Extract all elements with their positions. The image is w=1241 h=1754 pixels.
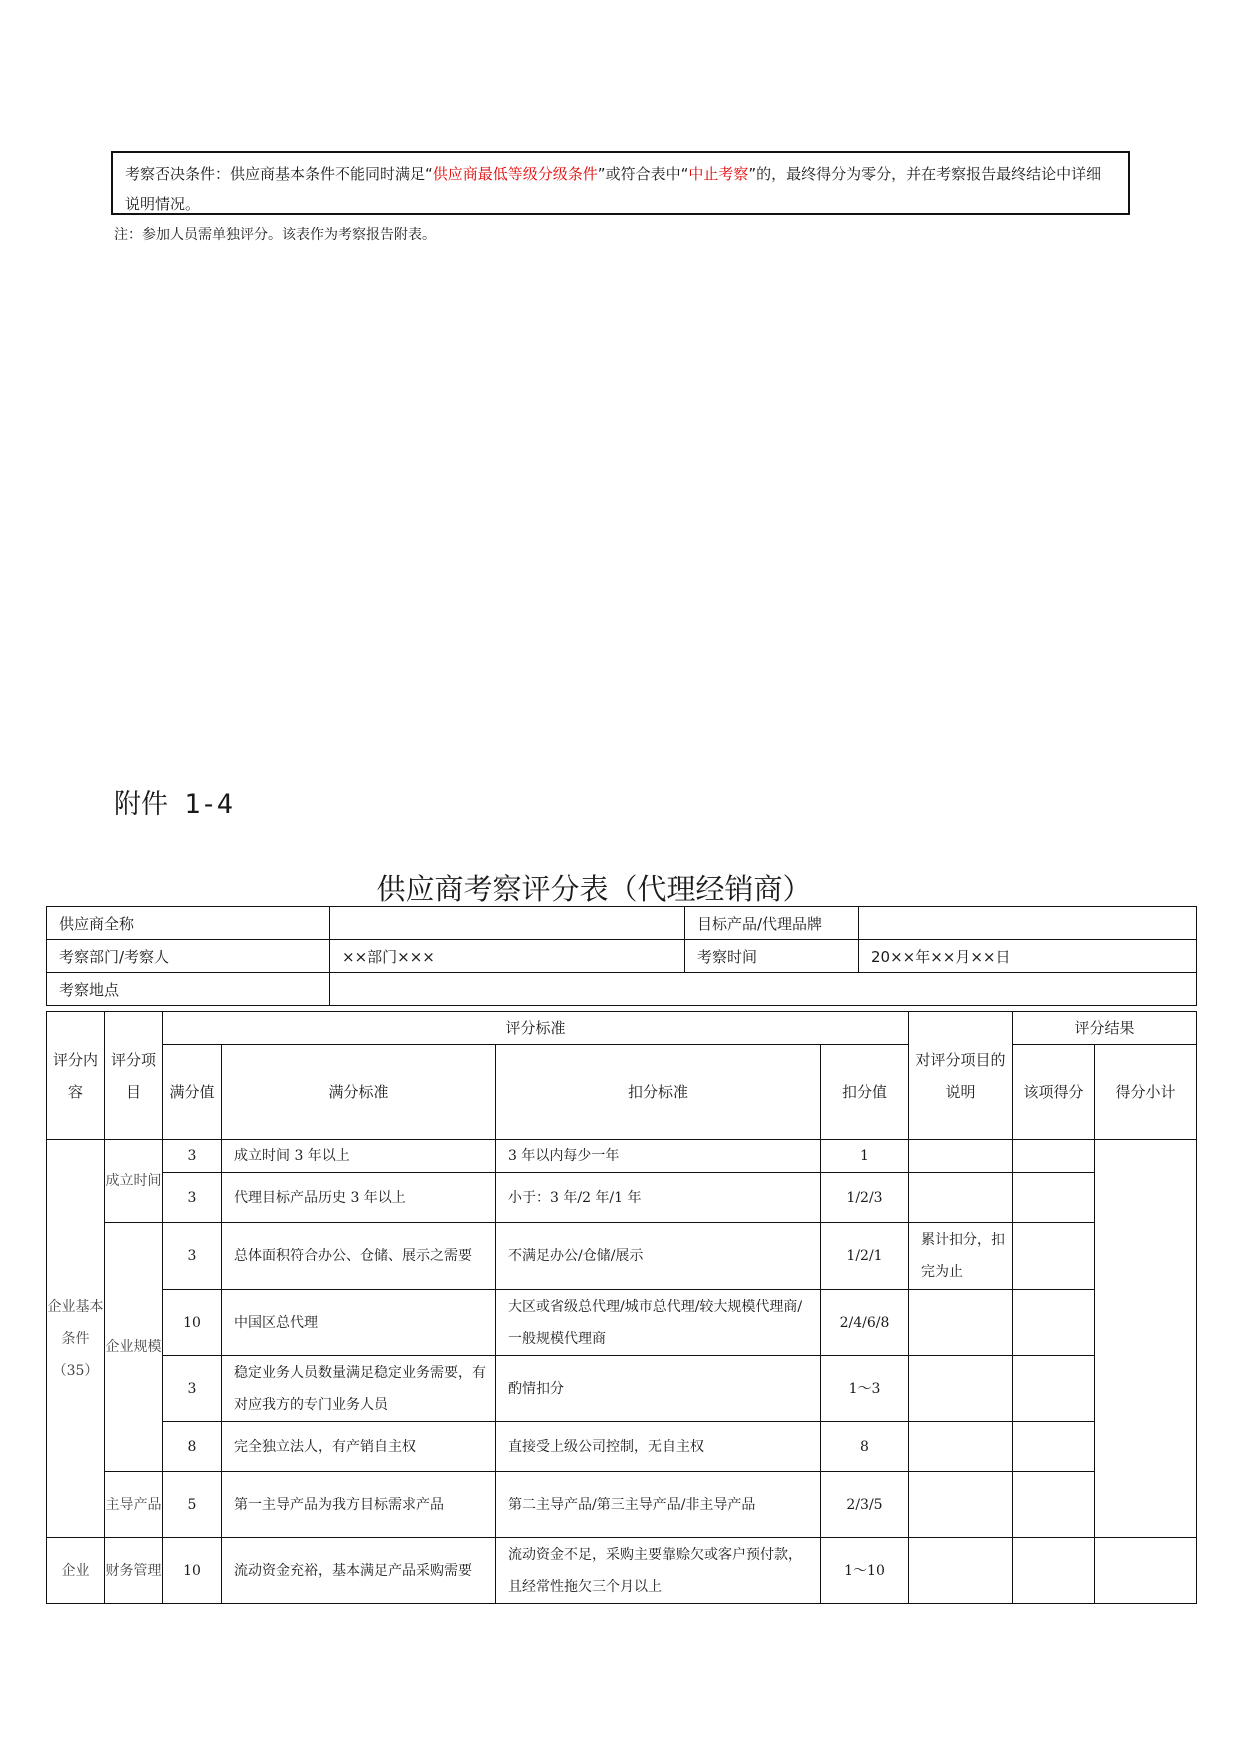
row-full-standard: 稳定业务人员数量满足稳定业务需要，有对应我方的专门业务人员 (222, 1356, 496, 1422)
attachment-label: 附件 1-4 (114, 789, 234, 820)
target-product-field[interactable] (859, 907, 1197, 940)
veto-text-3: ”的，最终得分为零分，并在考察报告最终结论中详细说明情况。 (125, 165, 1102, 213)
supplier-name-field[interactable] (330, 907, 685, 940)
row-full-standard: 完全独立法人，有产销自主权 (222, 1422, 496, 1472)
dept-label: 考察部门/考察人 (47, 940, 330, 973)
header-purpose: 对评分项目的说明 (909, 1012, 1013, 1140)
row-item-score-cell[interactable] (1013, 1538, 1095, 1604)
row-deduct-value: 2/3/5 (821, 1472, 909, 1538)
table-row (47, 1538, 1197, 1604)
subtotal-enterprise-cell[interactable] (1095, 1538, 1197, 1604)
item-leading-product: 主导产品 (105, 1472, 163, 1538)
supplier-name-label: 供应商全称 (47, 907, 330, 940)
row-item-score-cell[interactable] (1013, 1290, 1095, 1356)
veto-highlight-2: 中止考察 (688, 165, 749, 183)
place-label: 考察地点 (47, 973, 330, 1006)
header-full-score: 满分值 (163, 1045, 222, 1140)
table-row (47, 1472, 1197, 1538)
header-deduct-value: 扣分值 (821, 1045, 909, 1140)
row-deduct-standard: 第二主导产品/第三主导产品/非主导产品 (496, 1472, 821, 1538)
table-row (47, 1173, 1197, 1223)
row-deduct-value: 2/4/6/8 (821, 1290, 909, 1356)
row-purpose-cell (909, 1538, 1013, 1604)
row-item-score-cell[interactable] (1013, 1472, 1095, 1538)
row-full-standard: 总体面积符合办公、仓储、展示之需要 (222, 1223, 496, 1290)
table-row (47, 1290, 1197, 1356)
veto-text-1: 考察否决条件：供应商基本条件不能同时满足“ (125, 165, 433, 183)
veto-text-2: ”或符合表中“ (597, 165, 689, 183)
header-item-score: 该项得分 (1013, 1045, 1095, 1140)
row-item-score-cell[interactable] (1013, 1356, 1095, 1422)
row-deduct-standard: 小于：3 年/2 年/1 年 (496, 1173, 821, 1223)
row-deduct-value: 1～3 (821, 1356, 909, 1422)
table-row (47, 1140, 1197, 1173)
row-purpose-cell (909, 1422, 1013, 1472)
header-content: 评分内容 (47, 1012, 105, 1140)
subtotal-basic-cell[interactable] (1095, 1140, 1197, 1538)
header-deduct-standard: 扣分标准 (496, 1045, 821, 1140)
header-subtotal: 得分小计 (1095, 1045, 1197, 1140)
row-deduct-value: 8 (821, 1422, 909, 1472)
row-full-standard: 成立时间 3 年以上 (222, 1140, 496, 1173)
row-full-standard: 代理目标产品历史 3 年以上 (222, 1173, 496, 1223)
row-deduct-value: 1/2/3 (821, 1173, 909, 1223)
row-deduct-value: 1/2/1 (821, 1223, 909, 1290)
row-score: 3 (163, 1223, 222, 1290)
row-deduct-standard: 不满足办公/仓储/展示 (496, 1223, 821, 1290)
row-deduct-standard: 直接受上级公司控制，无自主权 (496, 1422, 821, 1472)
page-title: 供应商考察评分表（代理经销商） (376, 872, 812, 906)
row-full-standard: 中国区总代理 (222, 1290, 496, 1356)
header-result: 评分结果 (1013, 1012, 1197, 1045)
row-score: 3 (163, 1173, 222, 1223)
row-deduct-standard: 3 年以内每少一年 (496, 1140, 821, 1173)
veto-highlight-1: 供应商最低等级分级条件 (432, 165, 598, 183)
group-enterprise: 企业 (47, 1538, 105, 1604)
row-score: 10 (163, 1538, 222, 1604)
header-standard: 评分标准 (163, 1012, 909, 1045)
veto-condition-box (111, 151, 1130, 215)
row-item-score-cell[interactable] (1013, 1223, 1095, 1290)
row-score: 8 (163, 1422, 222, 1472)
item-established: 成立时间 (105, 1140, 163, 1223)
row-remark: 累计扣分，扣完为止 (909, 1223, 1013, 1290)
target-product-label: 目标产品/代理品牌 (685, 907, 859, 940)
row-deduct-standard: 流动资金不足，采购主要靠赊欠或客户预付款，且经常性拖欠三个月以上 (496, 1538, 821, 1604)
item-finance: 财务管理 (105, 1538, 163, 1604)
table-row (47, 1223, 1197, 1290)
dept-field[interactable]: ××部门××× (330, 940, 685, 973)
group-basic-conditions: 企业基本条件（35） (47, 1140, 105, 1538)
header-item: 评分项目 (105, 1012, 163, 1140)
row-purpose-cell (909, 1472, 1013, 1538)
row-deduct-value: 1 (821, 1140, 909, 1173)
header-full-standard: 满分标准 (222, 1045, 496, 1140)
row-purpose-cell (909, 1356, 1013, 1422)
row-deduct-standard: 酌情扣分 (496, 1356, 821, 1422)
row-score: 3 (163, 1356, 222, 1422)
time-label: 考察时间 (685, 940, 859, 973)
score-table (46, 1011, 1197, 1604)
row-item-score-cell[interactable] (1013, 1173, 1095, 1223)
row-purpose-cell (909, 1173, 1013, 1223)
row-score: 5 (163, 1472, 222, 1538)
row-score: 10 (163, 1290, 222, 1356)
table-row (47, 1422, 1197, 1472)
info-table (46, 906, 1197, 1006)
row-deduct-value: 1～10 (821, 1538, 909, 1604)
row-deduct-standard: 大区或省级总代理/城市总代理/较大规模代理商/一般规模代理商 (496, 1290, 821, 1356)
table-row (47, 1356, 1197, 1422)
time-field[interactable]: 20××年××月××日 (859, 940, 1197, 973)
row-purpose-cell (909, 1290, 1013, 1356)
place-field[interactable] (330, 973, 1197, 1006)
row-purpose-cell (909, 1140, 1013, 1173)
row-full-standard: 流动资金充裕，基本满足产品采购需要 (222, 1538, 496, 1604)
row-item-score-cell[interactable] (1013, 1422, 1095, 1472)
row-full-standard: 第一主导产品为我方目标需求产品 (222, 1472, 496, 1538)
item-scale: 企业规模 (105, 1223, 163, 1472)
row-score: 3 (163, 1140, 222, 1173)
row-item-score-cell[interactable] (1013, 1140, 1095, 1173)
note-text: 注：参加人员需单独评分。该表作为考察报告附表。 (114, 227, 436, 243)
